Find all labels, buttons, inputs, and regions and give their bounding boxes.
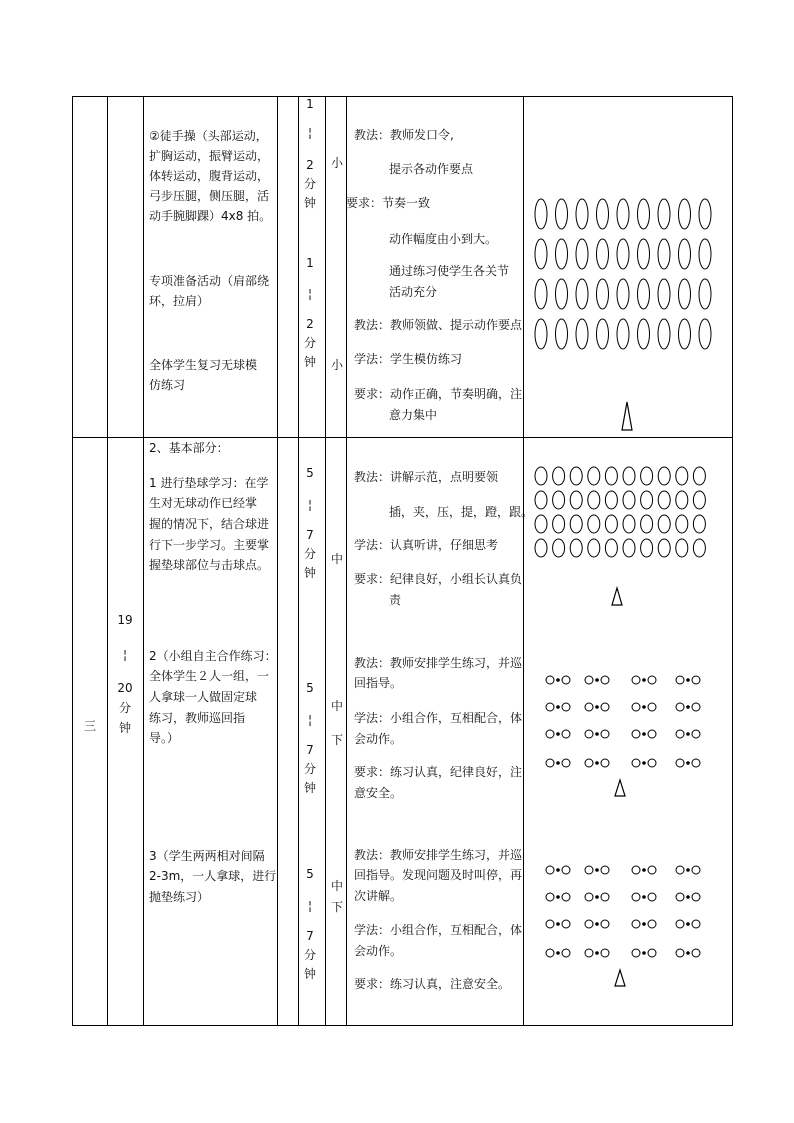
ball-marker: [596, 733, 599, 736]
ball-marker: [687, 679, 690, 682]
ball-marker: [643, 869, 646, 872]
ball-marker: [687, 762, 690, 765]
student-marker: [617, 279, 629, 309]
student-marker: [692, 759, 700, 767]
ball-marker: [596, 762, 599, 765]
student-marker: [546, 949, 554, 957]
student-marker: [632, 893, 640, 901]
ball-marker: [643, 952, 646, 955]
basic-formation-diagram: [535, 467, 705, 557]
ball-marker: [557, 733, 560, 736]
student-marker: [648, 866, 656, 874]
student-marker: [676, 893, 684, 901]
student-marker: [570, 515, 582, 533]
student-marker: [676, 920, 684, 928]
student-marker: [546, 730, 554, 738]
student-marker: [632, 949, 640, 957]
student-marker: [658, 199, 670, 229]
student-marker: [648, 949, 656, 957]
student-marker: [658, 491, 670, 509]
ball-marker: [557, 762, 560, 765]
ball-marker: [687, 923, 690, 926]
student-marker: [658, 279, 670, 309]
student-marker: [679, 319, 691, 349]
student-marker: [585, 949, 593, 957]
student-marker: [535, 239, 547, 269]
student-marker: [692, 703, 700, 711]
student-marker: [632, 676, 640, 684]
student-marker: [699, 239, 711, 269]
student-marker: [597, 199, 609, 229]
student-marker: [546, 866, 554, 874]
ball-marker: [557, 869, 560, 872]
ball-marker: [557, 952, 560, 955]
student-marker: [597, 319, 609, 349]
teacher-triangle-icon: [622, 402, 632, 430]
student-marker: [648, 703, 656, 711]
teacher-triangle-icon: [615, 780, 625, 796]
ball-marker: [687, 706, 690, 709]
student-marker: [658, 515, 670, 533]
student-marker: [535, 319, 547, 349]
student-marker: [638, 319, 650, 349]
student-marker: [658, 239, 670, 269]
ball-marker: [687, 869, 690, 872]
student-marker: [556, 319, 568, 349]
student-marker: [676, 730, 684, 738]
ball-marker: [643, 896, 646, 899]
student-marker: [658, 539, 670, 557]
student-marker: [535, 467, 547, 485]
student-marker: [623, 539, 635, 557]
student-marker: [535, 539, 547, 557]
student-marker: [546, 920, 554, 928]
student-marker: [658, 467, 670, 485]
student-marker: [562, 703, 570, 711]
pair-formation-diagram: [546, 676, 700, 767]
student-marker: [632, 730, 640, 738]
student-marker: [641, 539, 653, 557]
student-marker: [601, 676, 609, 684]
student-marker: [676, 676, 684, 684]
student-marker: [562, 730, 570, 738]
ball-marker: [557, 706, 560, 709]
student-marker: [676, 539, 688, 557]
student-marker: [597, 239, 609, 269]
student-marker: [585, 730, 593, 738]
student-marker: [699, 279, 711, 309]
student-marker: [605, 467, 617, 485]
pair-formation-diagram: [546, 866, 700, 957]
intensity-warmup-1: 小: [330, 156, 343, 170]
student-marker: [588, 515, 600, 533]
ball-marker: [596, 923, 599, 926]
student-marker: [692, 949, 700, 957]
student-marker: [648, 730, 656, 738]
student-marker: [617, 239, 629, 269]
student-marker: [535, 515, 547, 533]
student-marker: [601, 866, 609, 874]
warmup-formation-diagram: [535, 199, 711, 349]
student-marker: [676, 515, 688, 533]
student-marker: [692, 730, 700, 738]
ball-marker: [643, 679, 646, 682]
student-marker: [588, 491, 600, 509]
ball-marker: [596, 679, 599, 682]
student-marker: [535, 491, 547, 509]
student-marker: [693, 539, 705, 557]
student-marker: [597, 279, 609, 309]
student-marker: [585, 703, 593, 711]
ball-marker: [643, 733, 646, 736]
student-marker: [585, 759, 593, 767]
student-marker: [692, 893, 700, 901]
student-marker: [601, 759, 609, 767]
student-marker: [693, 467, 705, 485]
student-marker: [601, 730, 609, 738]
student-marker: [648, 920, 656, 928]
student-marker: [632, 920, 640, 928]
student-marker: [601, 703, 609, 711]
student-marker: [648, 893, 656, 901]
student-marker: [679, 199, 691, 229]
student-marker: [676, 491, 688, 509]
student-marker: [632, 759, 640, 767]
student-marker: [676, 759, 684, 767]
student-marker: [605, 515, 617, 533]
student-marker: [553, 467, 565, 485]
student-marker: [576, 239, 588, 269]
ball-marker: [596, 706, 599, 709]
student-marker: [556, 239, 568, 269]
student-marker: [692, 676, 700, 684]
student-marker: [553, 539, 565, 557]
student-marker: [585, 920, 593, 928]
student-marker: [546, 676, 554, 684]
student-marker: [676, 467, 688, 485]
ball-marker: [687, 896, 690, 899]
student-marker: [641, 467, 653, 485]
student-marker: [601, 920, 609, 928]
ball-marker: [596, 896, 599, 899]
student-marker: [570, 467, 582, 485]
student-marker: [676, 949, 684, 957]
intensity-warmup-2: 小: [330, 358, 343, 372]
student-marker: [699, 199, 711, 229]
ball-marker: [557, 896, 560, 899]
student-marker: [676, 703, 684, 711]
teacher-triangle-icon: [615, 970, 625, 986]
teacher-triangle-icon: [612, 588, 622, 605]
student-marker: [641, 515, 653, 533]
student-marker: [648, 759, 656, 767]
student-marker: [588, 539, 600, 557]
student-marker: [699, 319, 711, 349]
student-marker: [692, 920, 700, 928]
student-marker: [562, 866, 570, 874]
student-marker: [585, 866, 593, 874]
student-marker: [588, 467, 600, 485]
intensity-pass-learning: 中: [330, 552, 343, 566]
student-marker: [648, 676, 656, 684]
student-marker: [623, 515, 635, 533]
student-marker: [562, 676, 570, 684]
ball-marker: [643, 923, 646, 926]
student-marker: [623, 467, 635, 485]
ball-marker: [643, 706, 646, 709]
student-marker: [553, 491, 565, 509]
student-marker: [617, 319, 629, 349]
student-marker: [679, 279, 691, 309]
ball-marker: [596, 952, 599, 955]
student-marker: [601, 949, 609, 957]
student-marker: [562, 949, 570, 957]
student-marker: [638, 199, 650, 229]
student-marker: [632, 703, 640, 711]
student-marker: [617, 199, 629, 229]
student-marker: [546, 893, 554, 901]
ball-marker: [557, 679, 560, 682]
student-marker: [676, 866, 684, 874]
student-marker: [693, 515, 705, 533]
student-marker: [638, 239, 650, 269]
student-marker: [546, 703, 554, 711]
student-marker: [535, 279, 547, 309]
student-marker: [562, 920, 570, 928]
student-marker: [576, 279, 588, 309]
student-marker: [570, 539, 582, 557]
student-marker: [638, 279, 650, 309]
section-number: 三: [83, 719, 96, 733]
student-marker: [585, 676, 593, 684]
student-marker: [585, 893, 593, 901]
student-marker: [562, 759, 570, 767]
ball-marker: [557, 923, 560, 926]
student-marker: [658, 319, 670, 349]
student-marker: [553, 515, 565, 533]
student-marker: [546, 759, 554, 767]
student-marker: [693, 491, 705, 509]
student-marker: [570, 491, 582, 509]
student-marker: [605, 539, 617, 557]
ball-marker: [596, 869, 599, 872]
student-marker: [535, 199, 547, 229]
student-marker: [679, 239, 691, 269]
ball-marker: [687, 733, 690, 736]
student-marker: [632, 866, 640, 874]
student-marker: [605, 491, 617, 509]
student-marker: [562, 893, 570, 901]
student-marker: [641, 491, 653, 509]
ball-marker: [687, 952, 690, 955]
student-marker: [576, 319, 588, 349]
student-marker: [556, 279, 568, 309]
student-marker: [623, 491, 635, 509]
student-marker: [556, 199, 568, 229]
basic-part-heading: 2、基本部分：: [149, 441, 229, 455]
student-marker: [576, 199, 588, 229]
student-marker: [692, 866, 700, 874]
student-marker: [601, 893, 609, 901]
ball-marker: [643, 762, 646, 765]
